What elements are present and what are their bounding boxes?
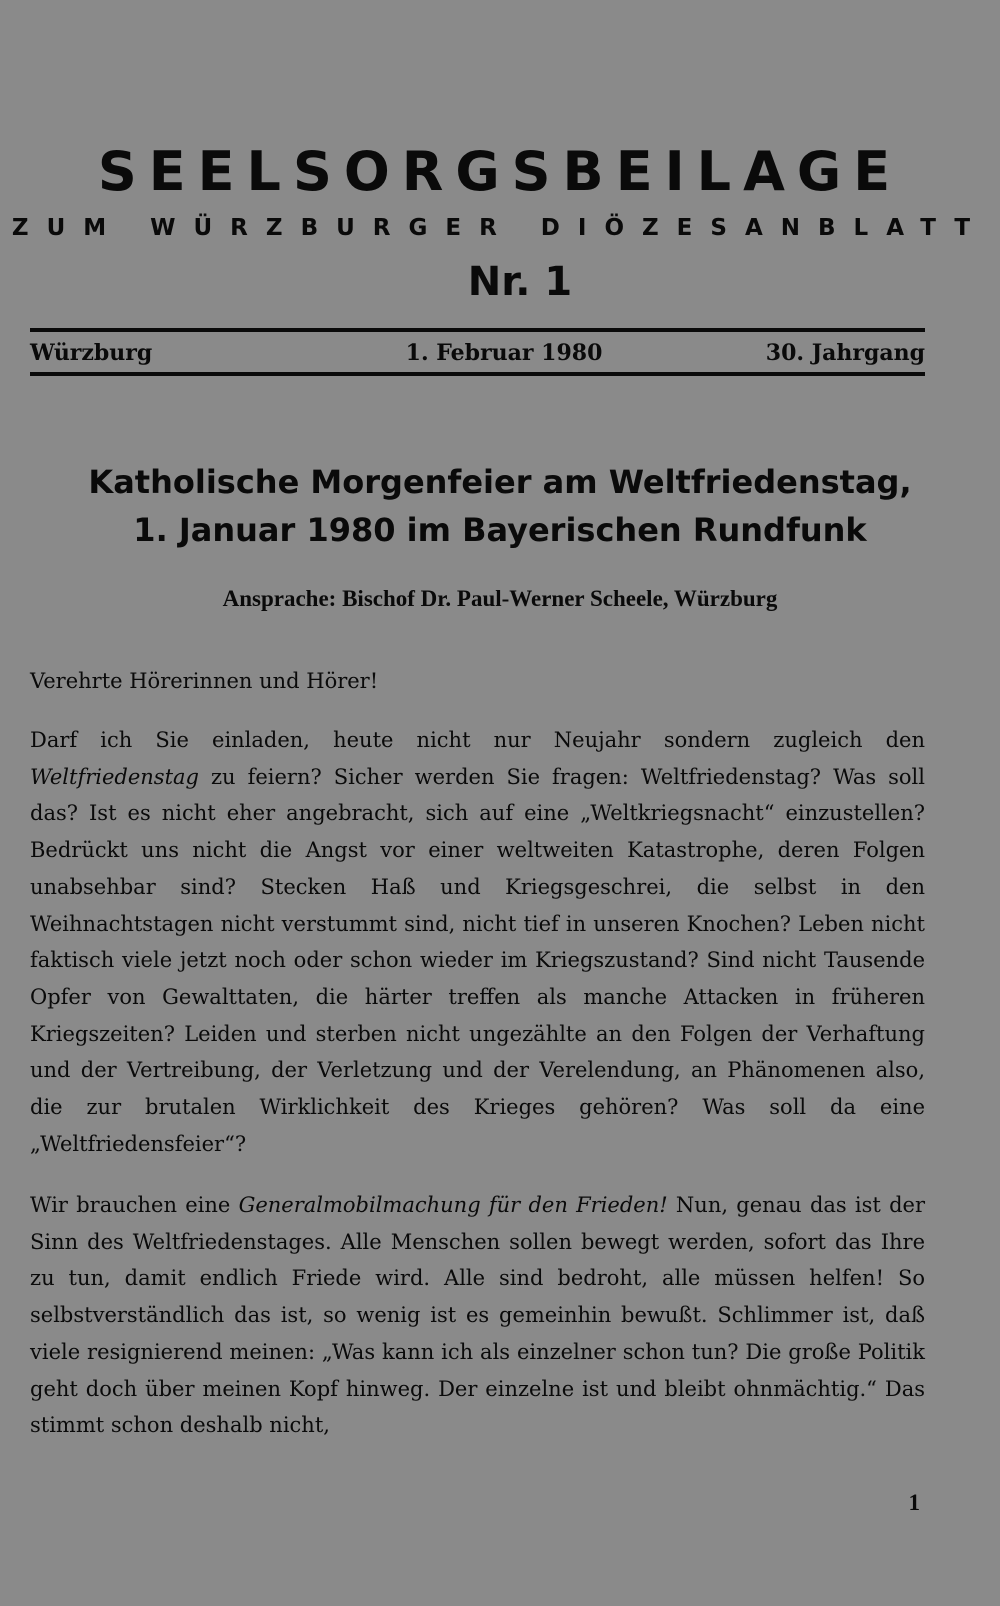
salutation: Verehrte Hörerinnen und Hörer! (30, 669, 379, 693)
paragraph-1 (30, 722, 925, 1162)
headline-line-2: 1. Januar 1980 im Bayerischen Rundfunk (133, 511, 867, 549)
paragraph-2-emphasis: Generalmobilmachung für den Frieden! (238, 1193, 668, 1217)
paragraph-2-rest: Nun, genau das ist der Sinn des Weltfriedenstages. Alle Menschen sollen bewegt werden, sofort das Ihre zu tun, damit endlich Friede wird. Alle sind bedroht, alle müssen helfen! So selbstverständlich das ist, so wenig ist es gemeinhin bewußt. Schlimmer ist, daß viele resignierend meinen: „Was kann ich als einzelner schon tun? Die große Politik geht doch über meinen Kopf hinweg. Der einzelne ist und bleibt ohnmächtig.“ Das stimmt schon deshalb nicht, (30, 1193, 926, 1438)
bottom-rule (30, 372, 925, 376)
paragraph-2-start: Wir brauchen eine (30, 1193, 239, 1217)
article-headline (0, 458, 1000, 554)
paragraph-1-start: Darf ich Sie einladen, heute nicht nur Neujahr sondern zugleich den (30, 728, 925, 752)
paragraph-1-rest: zu feiern? Sicher werden Sie fragen: Weltfriedenstag? Was soll das? Ist es nicht eher angebracht, sich auf eine „Weltkriegsnacht“ einzustellen? Bedrückt uns nicht die Angst vor einer weltweiten Katastrophe, deren Folgen unabsehbar sind? Stecken Haß und Kriegsgeschrei, die selbst in den Weihnachtstagen nicht verstummt sind, nicht tief in unseren Knochen? Leben nicht faktisch viele jetzt noch oder schon wieder im Kriegszustand? Sind nicht Tausende Opfer von Gewalttaten, die härter treffen als manche Attacken in früheren Kriegszeiten? Leiden und sterben nicht ungezählte an den Folgen der Verhaftung und der Vertreibung, der Verletzung und der Verelendung, an Phänomenen also, die zur brutalen Wirklichkeit des Krieges gehören? Was soll da eine „Weltfriedensfeier“? (30, 764, 925, 1156)
dateline-date: 1. Februar 1980 (405, 340, 603, 366)
issue-number: Nr. 1 (467, 259, 573, 305)
dateline-volume: 30. Jahrgang (765, 340, 925, 366)
publication-subtitle: ZUM WÜRZBURGER DIÖZESANBLATT (11, 215, 989, 241)
dateline (30, 338, 925, 368)
dateline-place: Würzburg (30, 340, 153, 366)
publication-title: SEELSORGSBEILAGE (97, 140, 903, 203)
article-byline: Ansprache: Bischof Dr. Paul-Werner Scheele, Würzburg (222, 586, 778, 611)
top-rule (30, 328, 925, 332)
paragraph-2 (30, 1187, 925, 1444)
page-number: 1 (908, 1490, 920, 1515)
headline-line-1: Katholische Morgenfeier am Weltfriedenstag, (88, 463, 912, 501)
paragraph-1-emphasis: Weltfriedenstag (30, 764, 199, 789)
